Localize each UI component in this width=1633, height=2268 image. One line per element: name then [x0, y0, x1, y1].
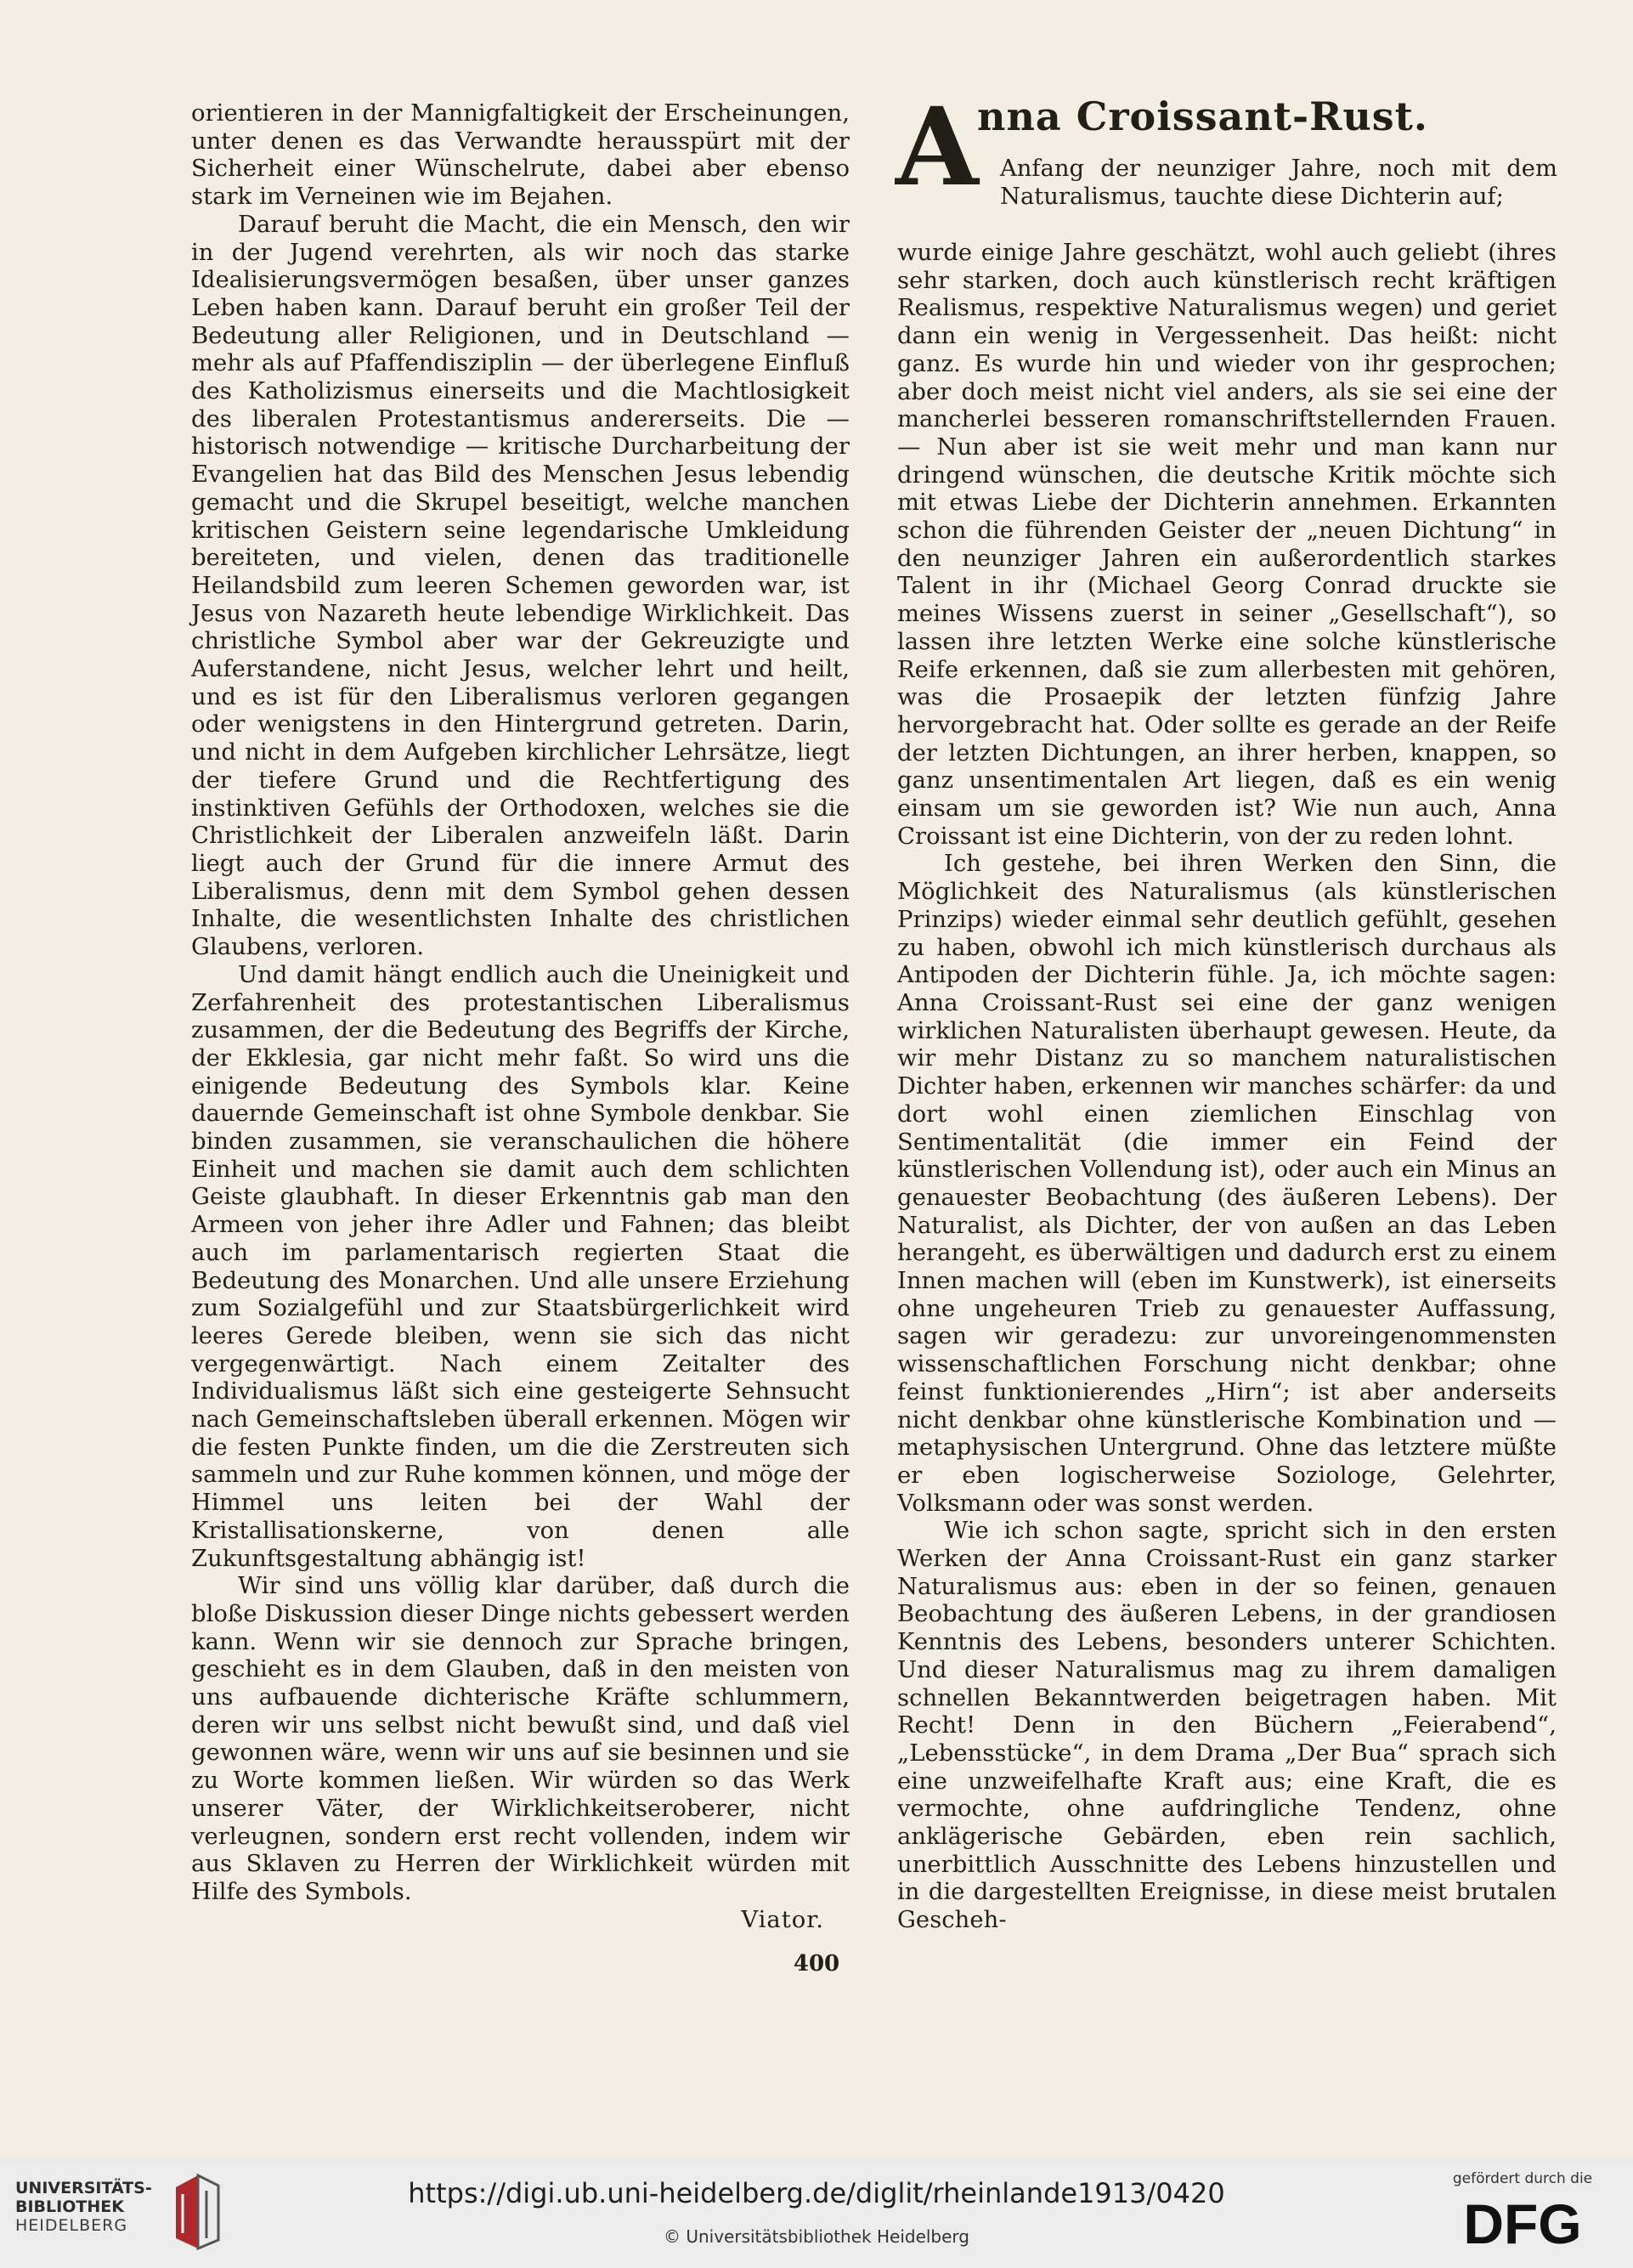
paragraph: Und damit hängt endlich auch die Uneinigkeit und Zerfahrenheit des protestantischen Liberalismus zusammen, der die Bedeutung des Begriffs der Kirche, der Ekklesia, gar nicht mehr faßt. So wird uns die einigende Bedeutung des Symbols klar. Keine dauernde Gemeinschaft ist ohne Symbole denkbar. Sie binden zusammen, sie veranschaulichen die höhere Einheit und machen sie damit auch dem schlichten Geiste glaubhaft. In dieser Erkenntnis gab man den Armeen von jeher ihre Adler und Fahnen; das bleibt auch im parlamentarisch regierten Staat die Bedeutung des Monarchen. Und alle unsere Erziehung zum Sozialgefühl und zur Staatsbürgerlichkeit wird leeres Gerede bleiben, wenn sie sich das nicht vergegenwärtigt. Nach einem Zeitalter des Individualismus läßt sich eine gesteigerte Sehnsucht nach Gemeinschaftsleben überall erkennen. Mögen wir die festen Punkte finden, um die die Zerstreuten sich sammeln und zur Ruhe kommen können, und möge der Himmel uns leiten bei der Wahl der Kristallisationskerne, von denen alle Zukunftsgestaltung abhängig ist! [191, 961, 850, 1572]
page-number: 400 [793, 1951, 840, 1977]
library-name-line: HEIDELBERG [15, 2216, 128, 2235]
drop-cap-initial: A [896, 84, 979, 210]
library-name-line: BIBLIOTHEK [15, 2197, 124, 2216]
left-column [191, 100, 850, 1934]
viewer-footer [0, 2158, 1633, 2268]
paragraph: Wir sind uns völlig klar darüber, daß durch die bloße Diskussion dieser Dinge nichts gebessert werden kann. Wenn wir sie dennoch zur Sprache bringen, geschieht es in dem Glauben, daß in den meisten von uns aufbauende dichterische Kräfte schlummern, deren wir uns selbst nicht bewußt sind, und daß viel gewonnen wäre, wenn wir uns auf sie besinnen und sie zu Worte kommen ließen. Wir würden so das Werk unserer Väter, der Wirklichkeitseroberer, nicht verleugnen, sondern erst recht vollenden, indem wir aus Sklaven zu Herren der Wirklichkeit würden mit Hilfe des Symbols. [191, 1573, 850, 1905]
paragraph: Ich gestehe, bei ihren Werken den Sinn, die Möglichkeit des Naturalismus (als künstlerischen Prinzips) wieder einmal sehr deutlich gefühlt, gesehen zu haben, obwohl ich mich künstlerisch durchaus als Antipoden der Dichterin fühle. Ja, ich möchte sagen: Anna Croissant-Rust sei eine der ganz wenigen wirklichen Naturalisten überhaupt gewesen. Heute, da wir mehr Distanz zu so manchem naturalistischen Dichter haben, erkennen wir manches schärfer: da und dort wohl einen ziemlichen Einschlag von Sentimentalität (die immer ein Feind der künstlerischen Vollendung ist), oder auch ein Minus an genauester Beobachtung (des äußeren Lebens). Der Naturalist, als Dichter, der von außen an das Leben herangeht, es überwältigen und dadurch erst zu einem Innen machen will (eben im Kunstwerk), ist einerseits ohne ungeheuren Trieb zu genauester Auffassung, sagen wir geradezu: zur unvoreingenommensten wissenschaftlichen Forschung nicht denkbar; ohne feinst funktionierendes „Hirn“; ist aber anderseits nicht denkbar ohne künstlerische Kombination und — metaphysischen Untergrund. Ohne das letztere müßte er eben logischerweise Soziologe, Gelehrter, Volksmann oder was sonst werden. [897, 851, 1557, 1517]
article-intro: Anfang der neunziger Jahre, noch mit dem Naturalismus, tauchte diese Dichterin auf; [1000, 156, 1557, 210]
author-signature: Viator. [741, 1906, 824, 1933]
paragraph: orientieren in der Mannigfaltigkeit der Erscheinungen, unter denen es das Verwandte herausspürt mit der Sicherheit einer Wünschelrute, dabei aber ebenso stark im Verneinen wie im Bejahen. [191, 100, 850, 211]
funding-text: gefördert durch die [1452, 2170, 1593, 2187]
library-name-line: UNIVERSITÄTS- [15, 2179, 152, 2197]
copyright-notice: © Universitätsbibliothek Heidelberg [663, 2226, 969, 2247]
dfg-logo-icon [1438, 2192, 1608, 2252]
funding-notice [1438, 2170, 1608, 2252]
paragraph: wurde einige Jahre geschätzt, wohl auch geliebt (ihres sehr starken, doch auch künstlerisch recht kräftigen Realismus, respektive Naturalismus wegen) und geriet dann ein wenig in Vergessenheit. Das heißt: nicht ganz. Es wurde hin und wieder von ihr gesprochen; aber doch meist nicht viel anders, als sie sei eine der mancherlei besseren romanschriftstellernden Frauen. — Nun aber ist sie weit mehr und man kann nur dringend wünschen, die deutsche Kritik möchte sich mit etwas Liebe der Dichterin annehmen. Erkannten schon die führenden Geister der „neuen Dichtung“ in den neunziger Jahren ein außerordentlich starkes Talent in ihr (Michael Georg Conrad druckte sie meines Wissens zuerst in seiner „Gesellschaft“), so lassen ihre letzten Werke eine solche künstlerische Reife erkennen, daß sie zum allerbesten mit gehören, was die Prosaepik der letzten fünfzig Jahre hervorgebracht hat. Oder sollte es gerade an der Reife der letzten Dichtungen, an ihrer herben, knappen, so ganz unsentimentalen Art liegen, daß es ein wenig einsam um sie geworden ist? Wie nun auch, Anna Croissant ist eine Dichterin, von der zu reden lohnt. [897, 240, 1557, 850]
dfg-logo-text: DFG [1463, 2192, 1582, 2252]
paragraph: Wie ich schon sagte, spricht sich in den ersten Werken der Anna Croissant-Rust ein ganz starker Naturalismus aus: eben in der so feinen, genauen Beobachtung des äußeren Lebens, in der grandiosen Kenntnis des Lebens, besonders unterer Schichten. Und dieser Naturalismus mag zu ihrem damaligen schnellen Bekanntwerden beigetragen haben. Mit Recht! Denn in den Büchern „Feierabend“, „Lebensstücke“, in dem Drama „Der Bua“ sprach sich eine unzweifelhafte Kraft aus; eine Kraft, die es vermochte, ohne aufdringliche Tendenz, ohne anklägerische Gebärden, eben rein sachlich, unerbittlich Ausschnitte des Lebens hinzustellen und in die dargestellten Ereignisse, in diese meist brutalen Gescheh- [897, 1518, 1557, 1934]
permalink-url[interactable]: https://digi.ub.uni-heidelberg.de/diglit/rheinlande1913/0420 [408, 2177, 1225, 2209]
right-column [897, 240, 1557, 1935]
paragraph: Darauf beruht die Macht, die ein Mensch, den wir in der Jugend verehrten, als wir noch das starke Idealisierungsvermögen besaßen, über unser ganzes Leben haben kann. Darauf beruht ein großer Teil der Bedeutung aller Religionen, und in Deutschland — mehr als auf Pfaffendisziplin — der überlegene Einfluß des Katholizismus einerseits und die Machtlosigkeit des liberalen Protestantismus andererseits. Die — historisch notwendige — kritische Durcharbeitung der Evangelien hat das Bild des Menschen Jesus lebendig gemacht und die Skrupel beseitigt, welche manchen kritischen Geistern seine legendarische Umkleidung bereiteten, und vielen, denen das traditionelle Heilandsbild zum leeren Schemen geworden war, ist Jesus von Nazareth heute lebendige Wirklichkeit. Das christliche Symbol aber war der Gekreuzigte und Auferstandene, nicht Jesus, welcher lehrt und heilt, und es ist für den Liberalismus verloren gegangen oder wenigstens in den Hintergrund getreten. Darin, und nicht in dem Aufgeben kirchlicher Lehrsätze, liegt der tiefere Grund und die Rechtfertigung des instinktiven Gefühls der Orthodoxen, welches sie die Christlichkeit der Liberalen anzweifeln läßt. Darin liegt auch der Grund für die innere Armut des Liberalismus, denn mit dem Symbol gehen dessen Inhalte, die wesentlichsten Inhalte des christlichen Glaubens, verloren. [191, 211, 850, 961]
article-heading: nna Croissant-Rust. [977, 93, 1428, 139]
